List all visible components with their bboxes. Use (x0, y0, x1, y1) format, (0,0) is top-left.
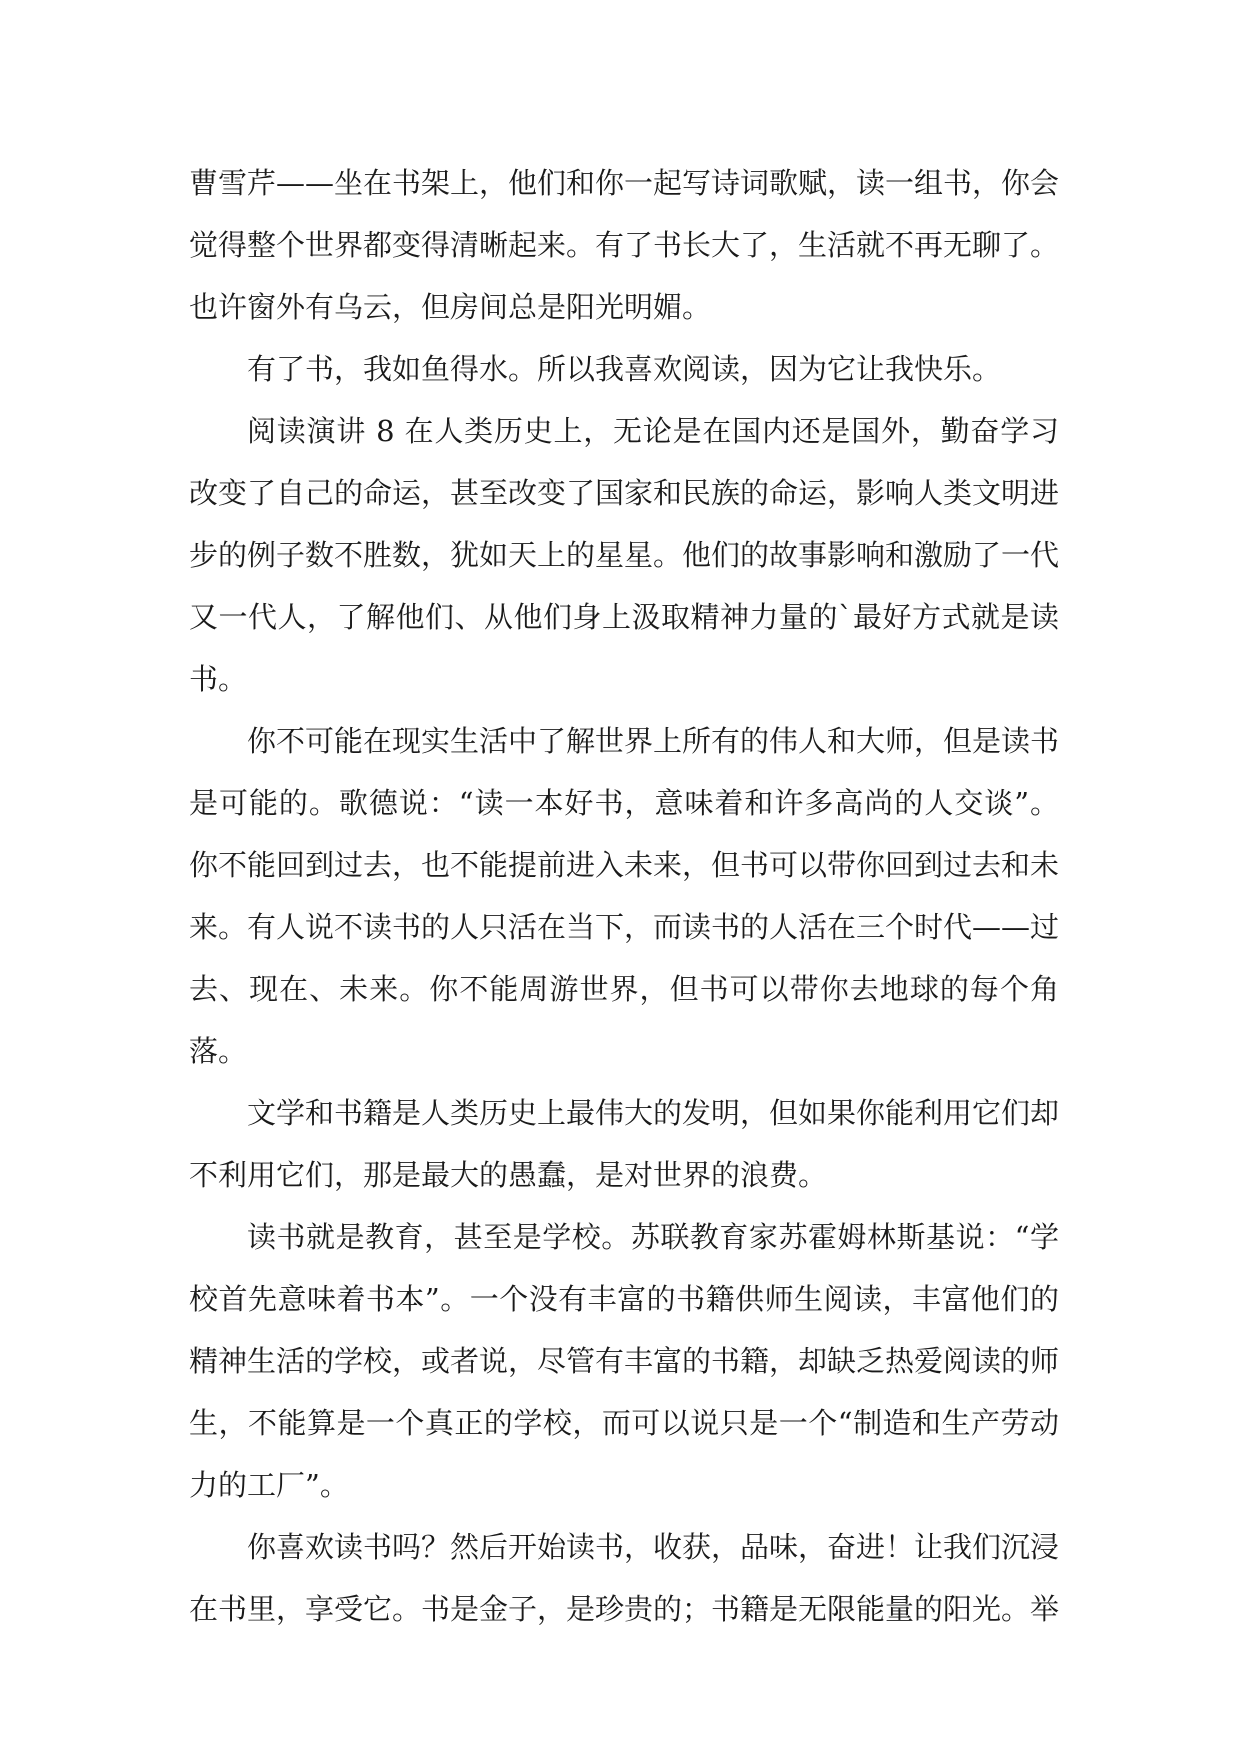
paragraph: 阅读演讲 8 在人类历史上，无论是在国内还是国外，勤奋学习改变了自己的命运，甚至改变了国家和民族的命运，影响人类文明进步的例子数不胜数，犹如天上的星星。他们的故事影响和激励了一代又一代人，了解他们、从他们身上汲取精神力量的`最好方式就是读书。 (189, 414, 1060, 696)
paragraph: 你喜欢读书吗？然后开始读书，收获，品味，奋进！让我们沉浸在书里，享受它。书是金子，是珍贵的；书籍是无限能量的阳光。举 (189, 1530, 1060, 1626)
document-body (189, 152, 1059, 1640)
paragraph: 读书就是教育，甚至是学校。苏联教育家苏霍姆林斯基说：“学校首先意味着书本”。一个没有丰富的书籍供师生阅读，丰富他们的精神生活的学校，或者说，尽管有丰富的书籍，却缺乏热爱阅读的师生，不能算是一个真正的学校，而可以说只是一个“制造和生产劳动力的工厂”。 (189, 1220, 1060, 1502)
paragraph-continued: 曹雪芹——坐在书架上，他们和你一起写诗词歌赋，读一组书，你会觉得整个世界都变得清晰起来。有了书长大了，生活就不再无聊了。也许窗外有乌云，但房间总是阳光明媚。 (189, 166, 1060, 324)
paragraph: 有了书，我如鱼得水。所以我喜欢阅读，因为它让我快乐。 (247, 352, 1002, 386)
paragraph: 文学和书籍是人类历史上最伟大的发明，但如果你能利用它们却不利用它们，那是最大的愚蠢，是对世界的浪费。 (189, 1096, 1060, 1192)
paragraph: 你不可能在现实生活中了解世界上所有的伟人和大师，但是读书是可能的。歌德说：“读一本好书，意味着和许多高尚的人交谈”。你不能回到过去，也不能提前进入未来，但书可以带你回到过去和未来。有人说不读书的人只活在当下，而读书的人活在三个时代——过去、现在、未来。你不能周游世界，但书可以带你去地球的每个角落。 (189, 724, 1060, 1068)
